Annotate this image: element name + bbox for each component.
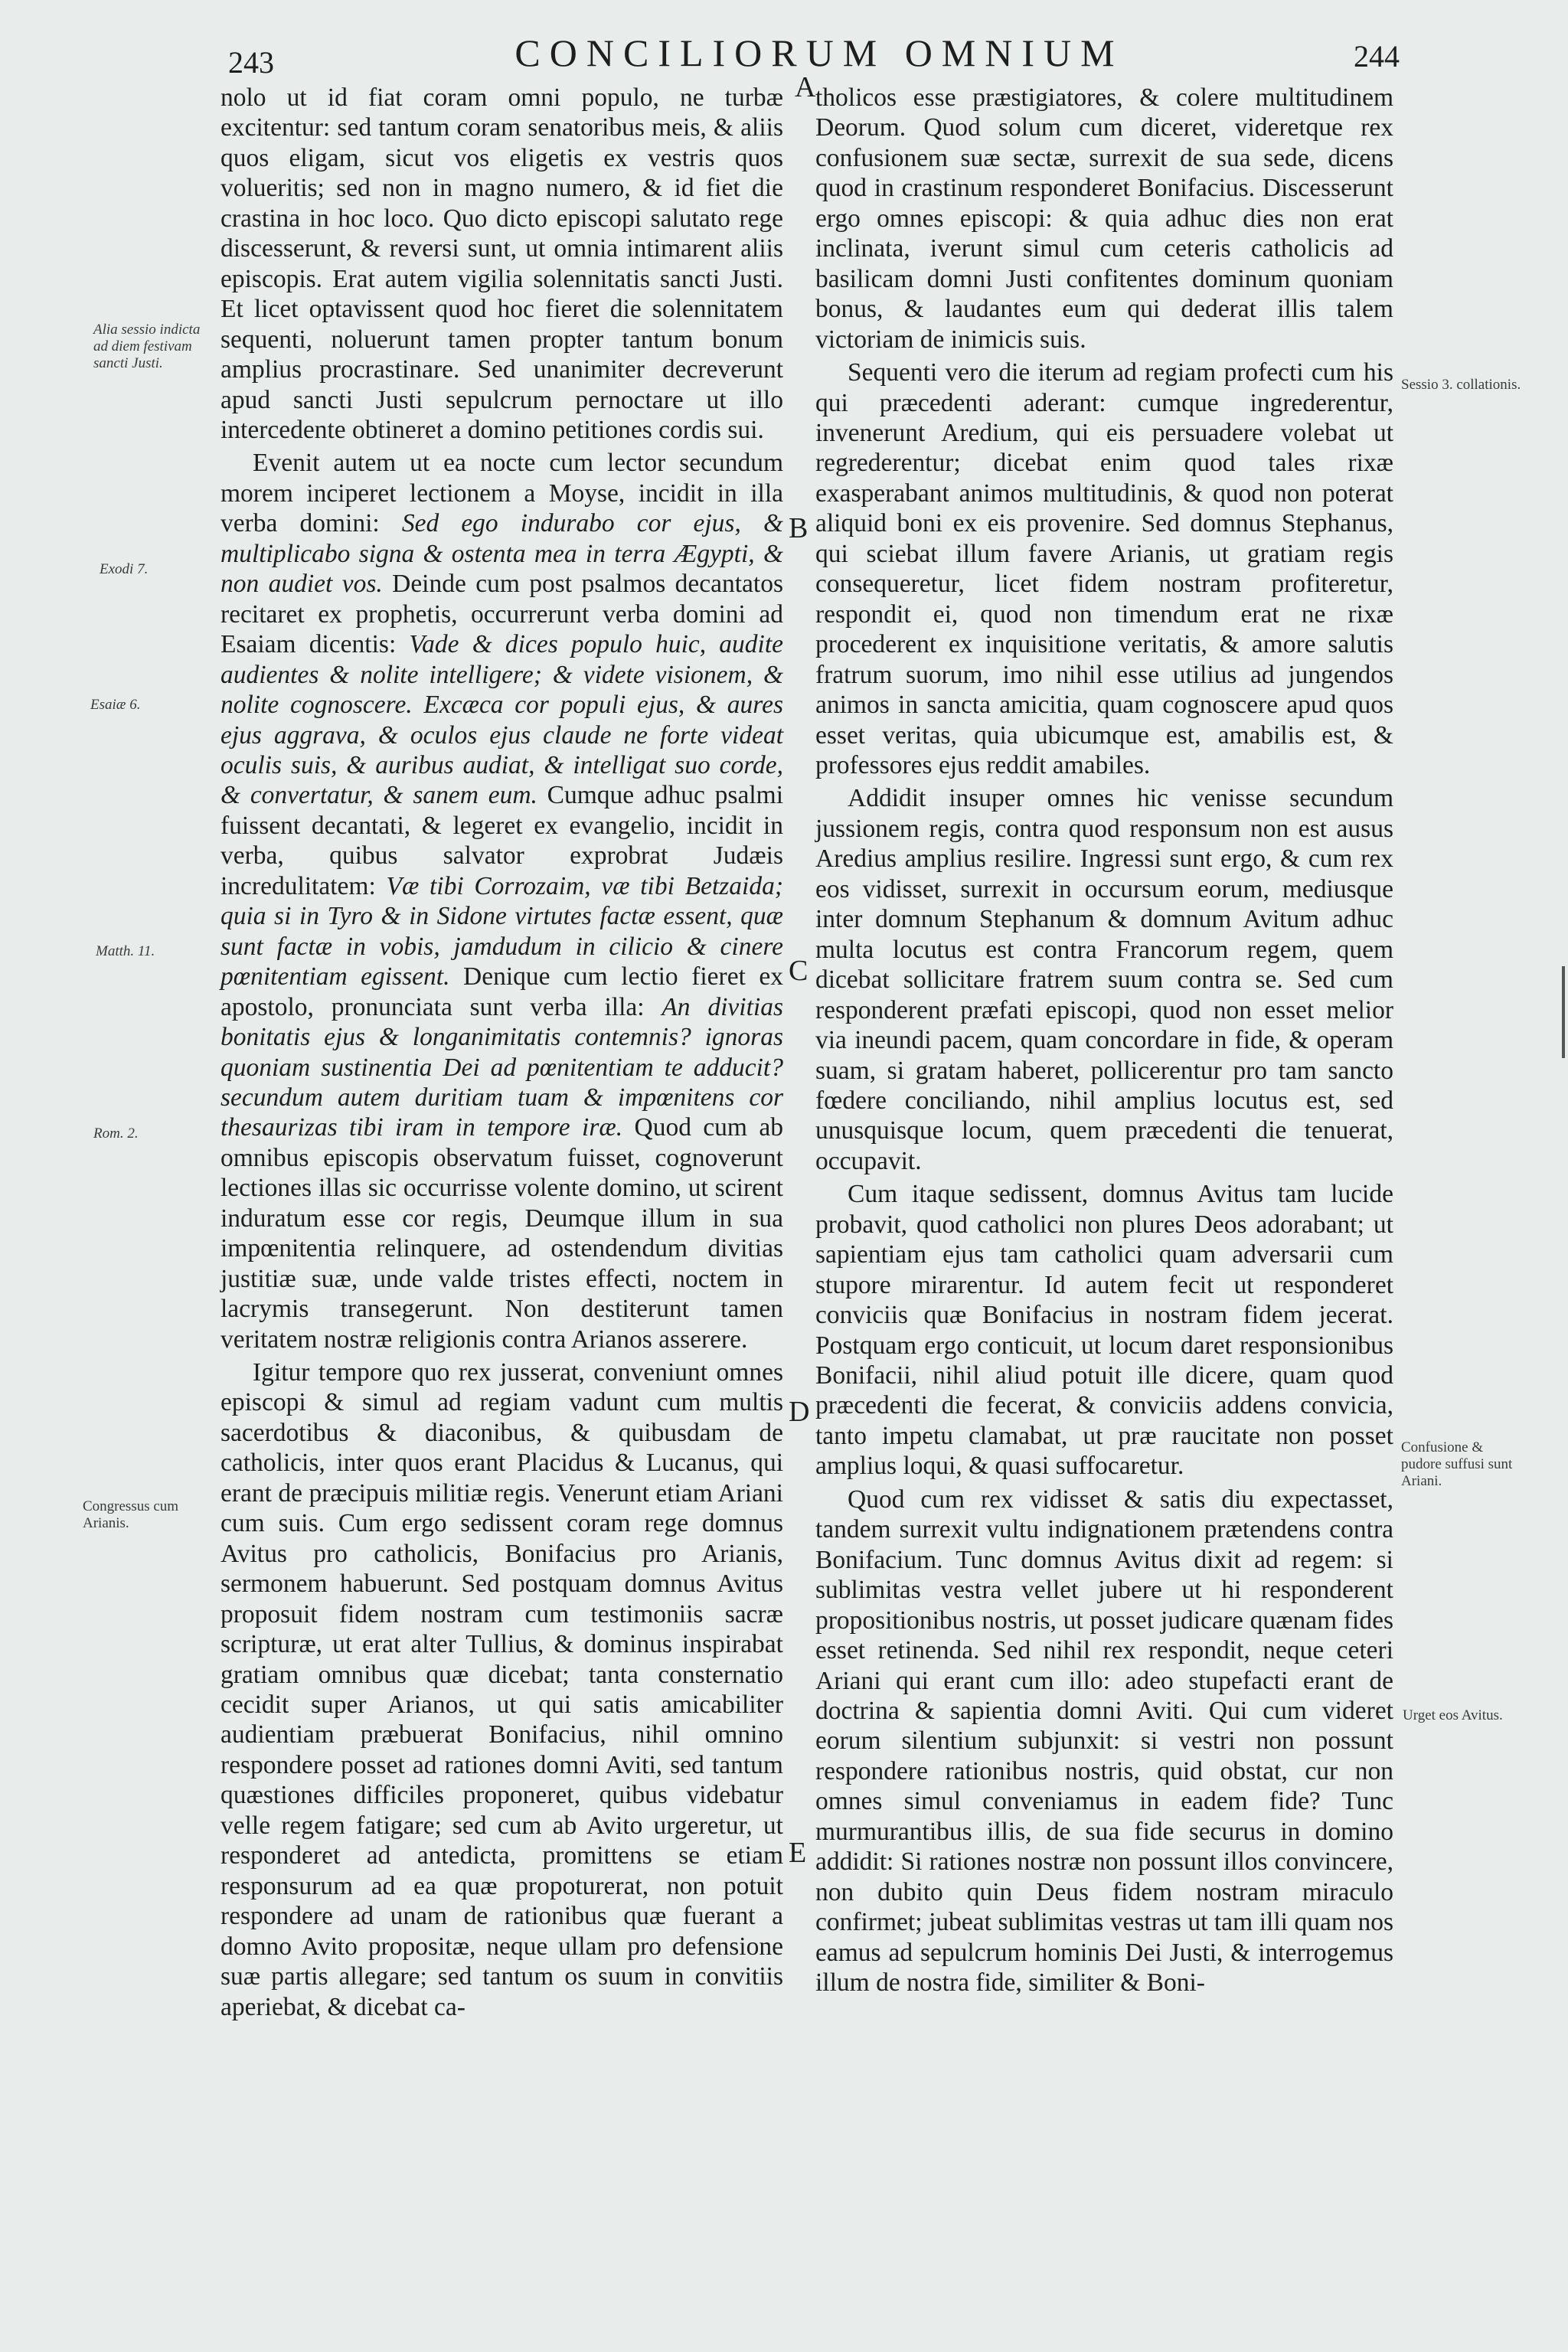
section-letter-c: C xyxy=(789,955,808,987)
margin-note-matth: Matth. 11. xyxy=(96,943,155,959)
page-header xyxy=(0,17,1568,86)
margin-note-confusione: Confusione & pudore suffusi sunt Ariani. xyxy=(1401,1439,1513,1489)
paragraph: Sequenti vero die iterum ad regiam profecti cum his qui præcedenti aderant: cumque ingrederentur, invenerunt Aredium, qui eis persuadere volebat ut regrederentur; dicebat enim quod tales rixæ exasperabant animos multitudinis, & quod non poterat aliquid boni ex eis provenire. Sed domnus Stephanus, qui sciebat illum favere Arianis, ut gratiam regis consequeretur, licet fidem nostram profiteretur, respondit ei, quod non timendum erat ne rixæ procederent ex inquisitione veritatis, & amore salutis fratrum suorum, imo nihil esse utilius ad jungendos animos in sancta amicitia, quam cognoscere apud quos esset veritas, quia ubicumque est, amabilis est, & professores ejus reddit amabiles. xyxy=(815,358,1393,779)
section-letter-b: B xyxy=(789,512,808,544)
paragraph: Evenit autem ut ea nocte cum lector secundum morem inciperet lectionem a Moyse, incidit in illa verba domini: Sed ego indurabo cor ejus, & multiplicabo signa & ostenta mea in terra Ægypti, & non audiet vos. Deinde cum post psalmos decantatos recitaret ex prophetis, occurrerunt verba domini ad Esaiam dicentis: Vade & dices populo huic, audite audientes & nolite intelligere; & videte visionem, & nolite cognoscere. Excæca cor populi ejus, & aures ejus aggrava, & oculos ejus claude ne forte videat oculis suis, & auribus audiat, & intelligat suo corde, & convertatur, & sanem eum. Cumque adhuc psalmi fuissent decantati, & legeret ex evangelio, incidit in verba, quibus salvator exprobrat Judæis incredulitatem: Væ tibi Corrozaim, væ tibi Betzaida; quia si in Tyro & in Sidone virtutes factæ essent, quæ sunt factæ in vobis, jamdudum in cilicio & cinere pœnitentiam egissent. Denique cum lectio fieret ex apostolo, pronunciata sunt verba illa: An divitias bonitatis ejus & longanimitatis contemnis? ignoras quoniam sustinentia Dei ad pœnitentiam te adducit? secundum autem duritiam tuam & impœnitens cor thesaurizas tibi iram in tempore iræ. Quod cum ab omnibus episcopis observatum fuisset, cognoverunt lectiones illas sic occurrisse volente domino, ut scirent induratum esse cor regis, Deumque illum in sua impœnitentia relinquere, ad ostendendum divitias justitiæ suæ, unde valde tristes effecti, noctem in lacrymis transegerunt. Non destiterunt tamen veritatem nostræ religionis contra Arianos asserere. xyxy=(220,449,784,1354)
running-title: CONCILIORUM OMNIUM xyxy=(514,31,1124,74)
paragraph: Cum itaque sedissent, domnus Avitus tam lucide probavit, quod catholici non plures Deos adorabant; ut sapientiam ejus tam catholici quam adversarii cum stupore mirarentur. Id autem fecit ut responderet conviciis quæ Bonifacius in nostram fidem jecerat. Postquam ergo conticuit, ut locum daret responsionibus Bonifacii, nihil aliud potuit ille dicere, quam quod præcedenti die fecerat, & conviciis addens convicia, tanto impetu clamabat, ut præ raucitate non posset amplius loqui, & quasi suffocaretur. xyxy=(815,1180,1393,1481)
left-column xyxy=(220,83,783,2022)
section-letter-e: E xyxy=(789,1837,807,1869)
margin-note-esaiae: Esaiæ 6. xyxy=(90,697,141,713)
scripture-quote: Sed ego indurabo cor ejus, & multiplicabo signa & ostenta mea in terra Ægypti, & non audiet vos. xyxy=(220,509,784,599)
margin-note-urget: Urget eos Avitus. xyxy=(1403,1707,1503,1723)
right-column xyxy=(815,83,1393,1998)
section-letter-a: A xyxy=(795,71,816,103)
margin-note-congressus: Congressus cum Arianis. xyxy=(83,1498,179,1531)
scripture-quote: Vade & dices populo huic, audite audientes & nolite intelligere; & videte visionem, & nolite cognoscere. Excæca cor populi ejus, & aures ejus aggrava, & oculos ejus claude ne forte videat oculis suis, & auribus audiat, & intelligat suo corde, & convertatur, & sanem eum. xyxy=(220,630,784,810)
section-letter-d: D xyxy=(789,1396,810,1428)
margin-note-exodi: Exodi 7. xyxy=(100,561,149,577)
page-number-right: 244 xyxy=(1354,39,1400,74)
paragraph: Quod cum rex vidisset & satis diu expectasset, tandem surrexit vultu indignationem prætendens contra Bonifacium. Tunc domnus Avitus dixit ad regem: si sublimitas vestra vellet jubere ut hi responderent propositionibus nostris, ut posset judicare quænam fides esset retinenda. Sed nihil rex respondit, neque ceteri Ariani qui erant cum illo: adeo stupefacti erant de doctrina & sapientia domni Aviti. Qui cum videret eorum silentium subjunxit: si vestri non possunt respondere rationibus nostris, quid obstat, cur non omnes simul conveniamus in eadem fide? Tunc murmurantibus illis, de sua fide securus in domino addidit: Si rationes nostræ non possunt illos convincere, non dubito quin Deus fidem nostram miraculo confirmet; jubeat sublimitas vestras ut tam illi quam nos eamus ad sepulcrum hominis Dei Justi, & interrogemus illum de nostra fide, similiter & Boni- xyxy=(815,1485,1393,1998)
margin-note-rom: Rom. 2. xyxy=(93,1125,139,1142)
margin-note-sessio-tertia: Sessio 3. collationis. xyxy=(1401,377,1521,393)
page-edge-mark xyxy=(1562,966,1565,1058)
page-number-left: 243 xyxy=(228,45,274,80)
paragraph: nolo ut id fiat coram omni populo, ne turbæ excitentur: sed tantum coram senatoribus meis, & aliis quos eligam, sicut vos eligetis ex vestris quos volueritis; sed non in magno numero, & id fiet die crastina in hoc loco. Quo dicto episcopi salutato rege discesserunt, & reversi sunt, ut omnia intimarent aliis episcopis. Erat autem vigilia solennitatis sancti Justi. Et licet optavissent quod hoc fieret die solennitatem sequenti, noluerunt tamen propter tantum bonum amplius procrastinare. Sed unanimiter decreverunt apud sancti Justi sepulcrum pernoctare ut illo intercedente obtineret a domino petitiones cordis sui. xyxy=(220,83,783,444)
paragraph: Igitur tempore quo rex jusserat, conveniunt omnes episcopi & simul ad regiam vadunt cum multis sacerdotibus & diaconibus, & quibusdam de catholicis, inter quos erant Placidus & Lucanus, qui erant de præcipuis militiæ regis. Venerunt etiam Ariani cum suis. Cum ergo sedissent coram rege domnus Avitus pro catholicis, Bonifacius pro Arianis, sermonem habuerunt. Sed postquam domnus Avitus proposuit fidem nostram cum testimoniis sacræ scripturæ, ut erat alter Tullius, & dominus inspirabat gratiam omnibus quæ dicebat; tanta consternatio cecidit super Arianos, ut qui satis amicabiliter audientiam præbuerat Bonifacius, nihil omnino respondere posset ad rationes domni Aviti, sed tantum quæstiones difficiles proponeret, quibus videbatur velle regem fatigare; sed cum ab Avito urgeretur, ut responderet ad antedicta, promittens se etiam responsurum ad ea quæ propoturerat, non potuit respondere ad unam de rationibus quæ fuerant a domno Avito propositæ, neque ullam pro defensione suæ partis allegare; sed tantum os suum in convitiis aperiebat, & dicebat ca- xyxy=(220,1358,783,2021)
paragraph: Addidit insuper omnes hic venisse secundum jussionem regis, contra quod responsum non est ausus Aredius amplius resilire. Ingressi sunt ergo, & cum rex eos vidisset, surrexit in occursum eorum, mediusque inter domnum Stephanum & domnum Avitum adhuc multa locutus est contra Francorum regem, quem dicebat sollicitare fratrem suum contra se. Sed cum responderent præfati episcopi, quod non esset melior via ineundi pacem, quam concordare in fide, & operam suam, si gratam haberet, pollicerentur pro tam sancto fœdere conciliando, nihil amplius locutus est, sed unusquisque locum, quem præcedenti die tenuerat, occupavit. xyxy=(815,784,1393,1175)
paragraph: tholicos esse præstigiatores, & colere multitudinem Deorum. Quod solum cum diceret, videretque rex confusionem suæ sectæ, surrexit de sua sede, dicens quod in crastinum responderet Bonifacius. Discesserunt ergo omnes episcopi: & quia adhuc dies non erat inclinata, iverunt simul cum ceteris catholicis ad basilicam domni Justi confitentes dominum quoniam bonus, & laudantes eum qui dederat illis talem victoriam de inimicis suis. xyxy=(815,83,1393,354)
scripture-quote: Væ tibi Corrozaim, væ tibi Betzaida; quia si in Tyro & in Sidone virtutes factæ essent, quæ sunt factæ in vobis, jamdudum in cilicio & cinere pœnitentiam egissent. xyxy=(220,871,783,991)
scripture-quote: An divitias bonitatis ejus & longanimitatis contemnis? ignoras quoniam sustinentia Dei ad pœnitentiam te adducit? secundum autem duritiam tuam & impœnitens cor thesaurizas tibi iram in tempore iræ. xyxy=(220,992,783,1142)
margin-note-alia-sessio: Alia sessio indicta ad diem festivam sancti Justi. xyxy=(93,322,201,371)
